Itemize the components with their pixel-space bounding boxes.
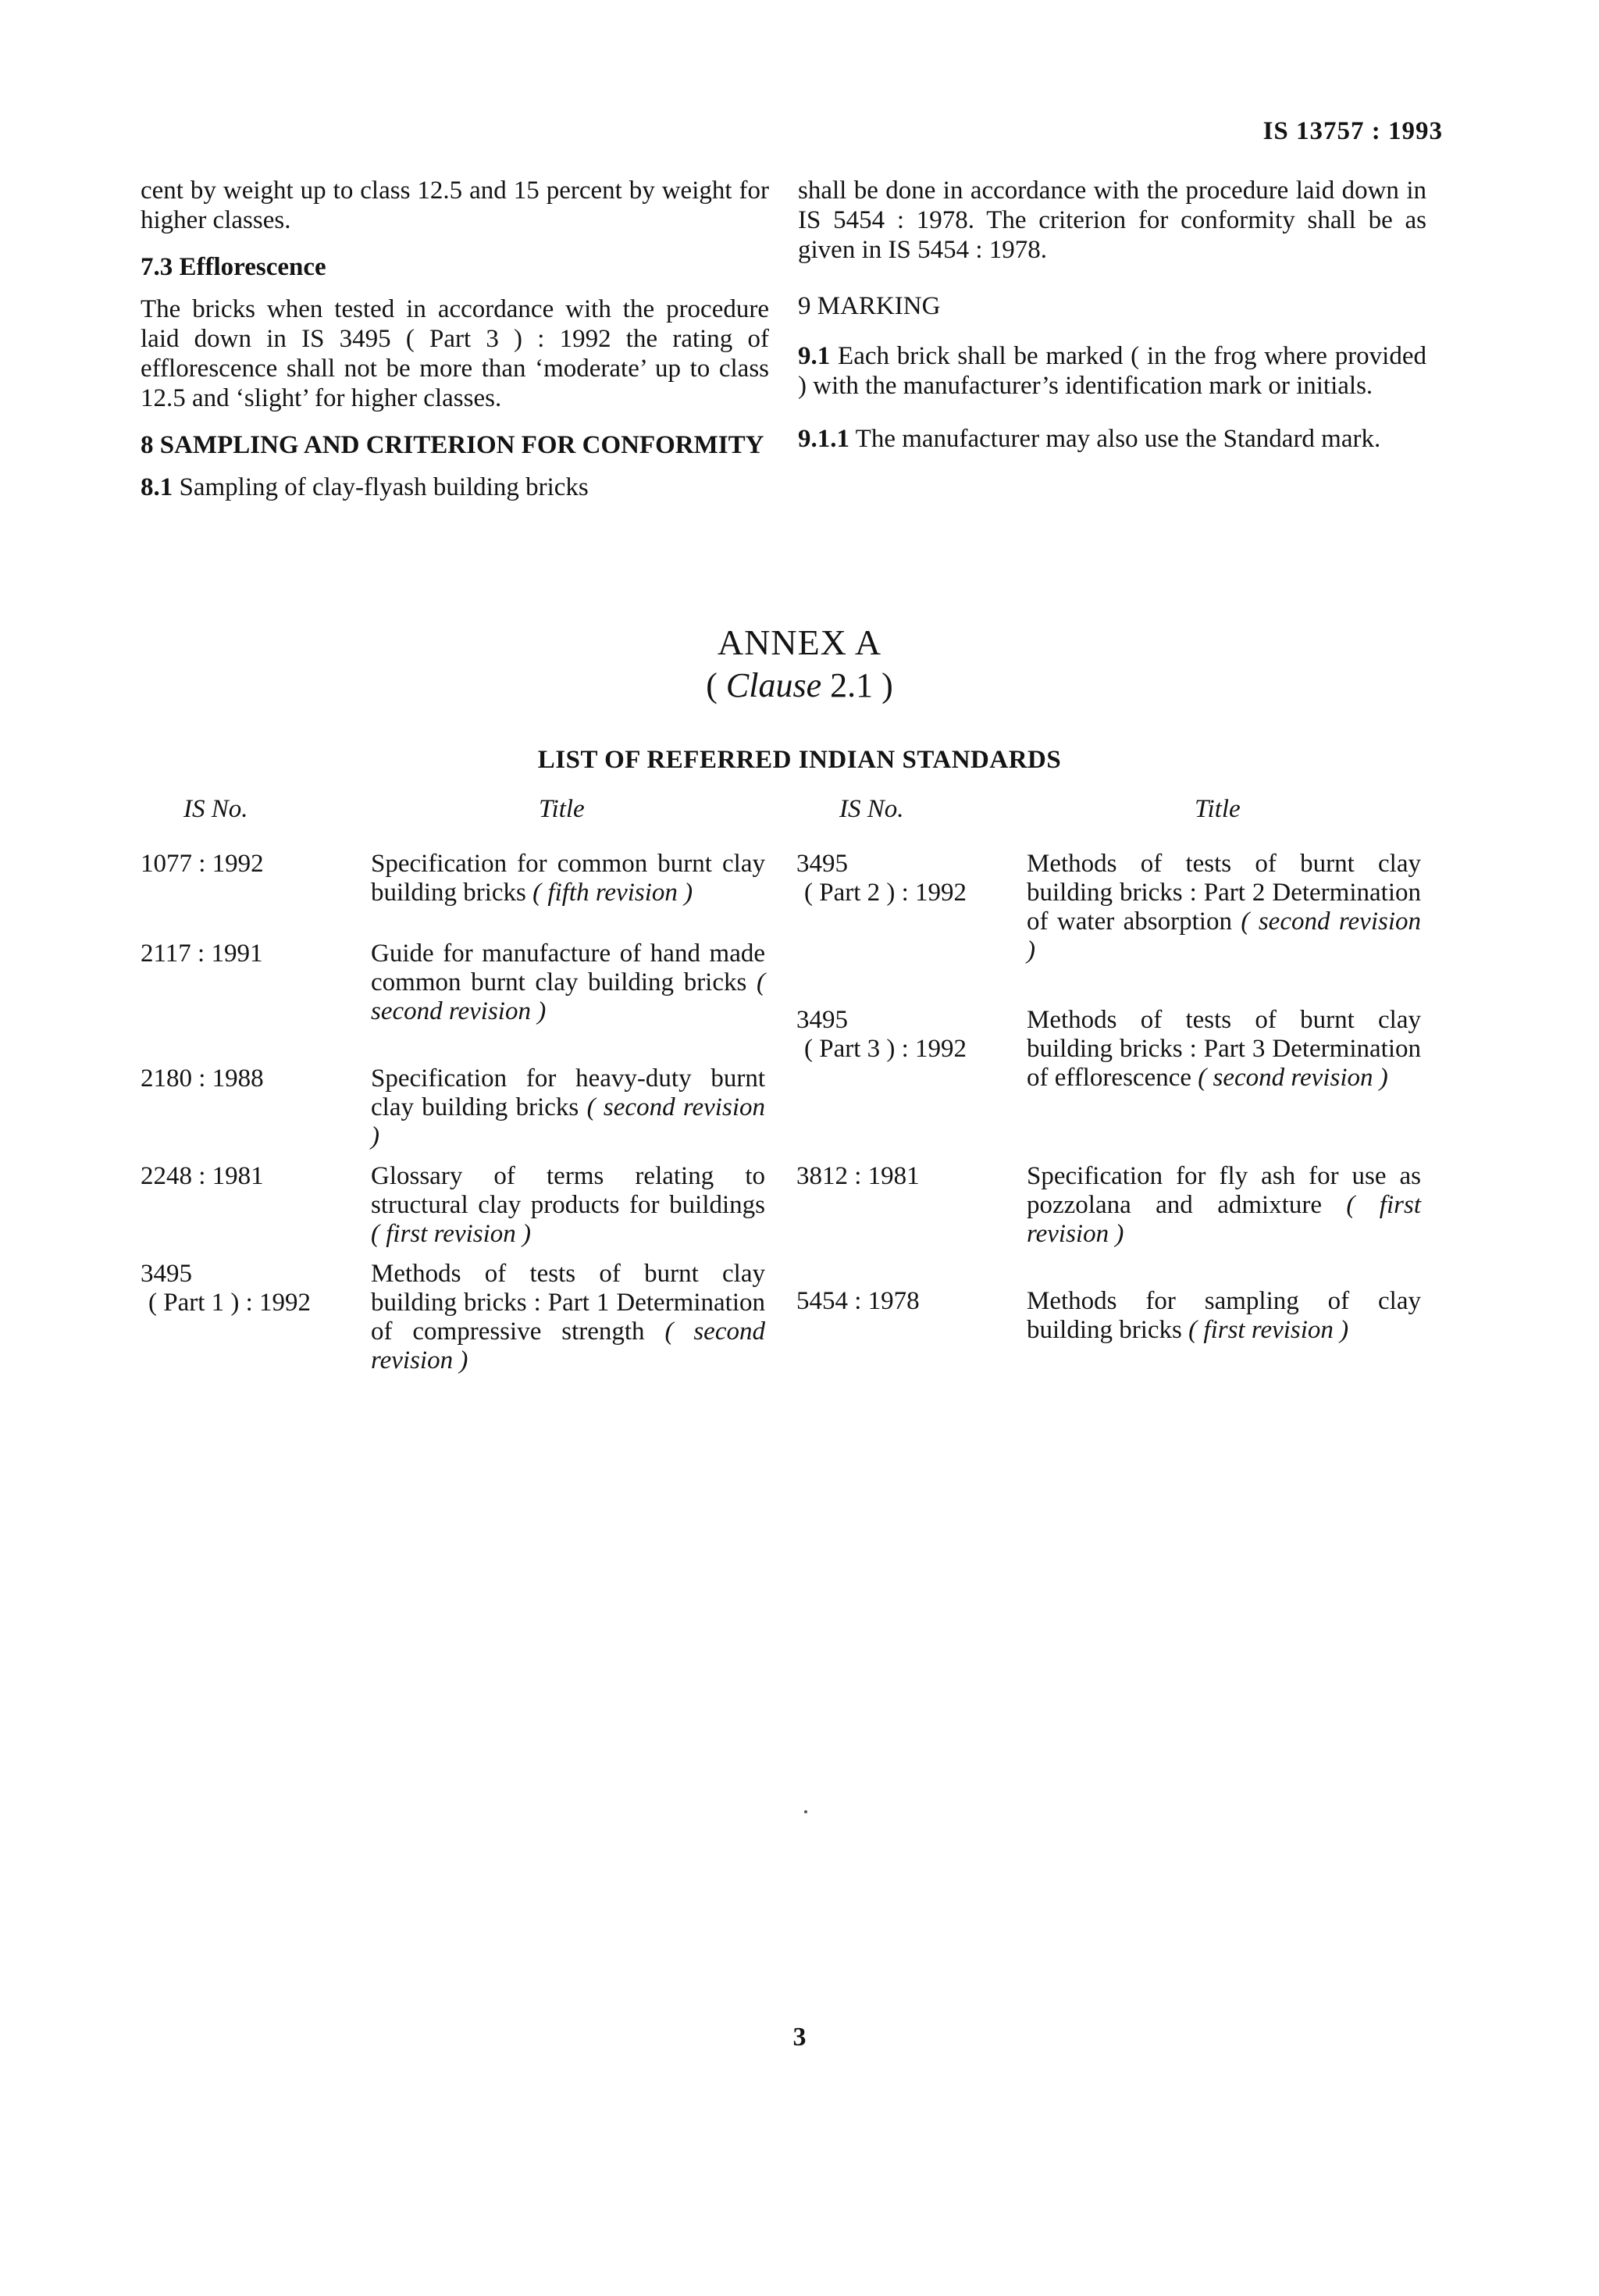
clause-ref: 2.1 ) (821, 666, 893, 704)
standards-table-right (796, 795, 1437, 1420)
header-title: Title (539, 795, 585, 823)
header-is-no-right: IS No. (839, 795, 904, 823)
paragraph-continuation-right: shall be done in accordance with the procedure laid down in IS 5454 : 1978. The criterion for conformity shall be as given in IS 5454 : 1978. (798, 176, 1426, 264)
standards-table-left (141, 795, 781, 1420)
standard-title: Specification for fly ash for use as pozzolana and admixture ( first revision ) (1027, 1162, 1421, 1248)
standard-title: Specification for common burnt clay building bricks ( fifth revision ) (371, 850, 765, 907)
standard-title: Glossary of terms relating to structural clay products for buildings ( first revision ) (371, 1162, 765, 1248)
is-number: 3812 : 1981 (796, 1162, 920, 1190)
paragraph-continuation: cent by weight up to class 12.5 and 15 percent by weight for higher classes. (141, 176, 769, 234)
standard-title: Guide for manufacture of hand made common burnt clay building bricks ( second revision ) (371, 939, 765, 1025)
section-9-1-number: 9.1 (798, 342, 831, 370)
is-number: 2180 : 1988 (141, 1064, 264, 1093)
stray-dot (804, 1810, 807, 1813)
annex-list-title: LIST OF REFERRED INDIAN STANDARDS (537, 746, 1062, 774)
is-number: 2117 : 1991 (141, 939, 263, 968)
page-number: 3 (792, 2023, 807, 2052)
section-8-1-text: Sampling of clay-flyash building bricks (179, 473, 589, 501)
section-7-3-text: The bricks when tested in accordance with the procedure laid down in IS 3495 ( Part 3 ) : 1992 the rating of efflorescence shall not be more than ‘moderate’ up to class 12.5 and ‘slight’ for higher classes. (141, 295, 769, 412)
annex-title: ANNEX A (717, 622, 882, 662)
standard-title: Methods of tests of burnt clay building bricks : Part 3 Determination of efflorescence ( second revision ) (1027, 1006, 1421, 1092)
section-9-1-text: Each brick shall be marked ( in the frog where provided ) with the manufacturer’s identification mark or initials. (798, 342, 1426, 400)
clause-open: ( (706, 666, 726, 704)
section-8-1-number: 8.1 (141, 473, 173, 501)
clause-word: Clause (725, 666, 822, 704)
section-7-3-heading: 7.3 Efflorescence (141, 253, 326, 281)
is-number: 3495 ( Part 1 ) : 1992 (141, 1260, 312, 1317)
standard-title: Specification for heavy-duty burnt clay building bricks ( second revision ) (371, 1064, 765, 1150)
annex-header (0, 621, 1599, 775)
section-9-1-1-number: 9.1.1 (798, 425, 849, 453)
header-is-no: IS No. (183, 795, 248, 823)
section-8-heading: 8 SAMPLING AND CRITERION FOR CONFORMITY (141, 431, 764, 459)
is-number: 3495 ( Part 3 ) : 1992 (796, 1006, 967, 1063)
header-title-right: Title (1195, 795, 1241, 823)
standard-title: Methods of tests of burnt clay building bricks : Part 2 Determination of water absorption ( second revision ) (1027, 850, 1421, 964)
standard-title: Methods for sampling of clay building bricks ( first revision ) (1027, 1287, 1421, 1344)
section-9-1-paragraph (798, 341, 1426, 401)
section-9-1-1-text: The manufacturer may also use the Standard mark. (855, 425, 1381, 453)
standard-title: Methods of tests of burnt clay building bricks : Part 1 Determination of compressive strength ( second revision ) (371, 1260, 765, 1374)
is-number: 3495 ( Part 2 ) : 1992 (796, 850, 967, 907)
right-text-column (798, 176, 1426, 469)
section-9-heading: 9 MARKING (798, 292, 941, 320)
is-number: 5454 : 1978 (796, 1287, 920, 1315)
left-text-column (141, 176, 769, 518)
section-8-1-paragraph (141, 472, 769, 502)
is-number: 1077 : 1992 (141, 850, 264, 878)
standard-number-header: IS 13757 : 1993 (1262, 117, 1443, 145)
section-9-1-1-paragraph (798, 424, 1426, 454)
annex-clause-ref (0, 665, 1599, 707)
is-number: 2248 : 1981 (141, 1162, 264, 1190)
